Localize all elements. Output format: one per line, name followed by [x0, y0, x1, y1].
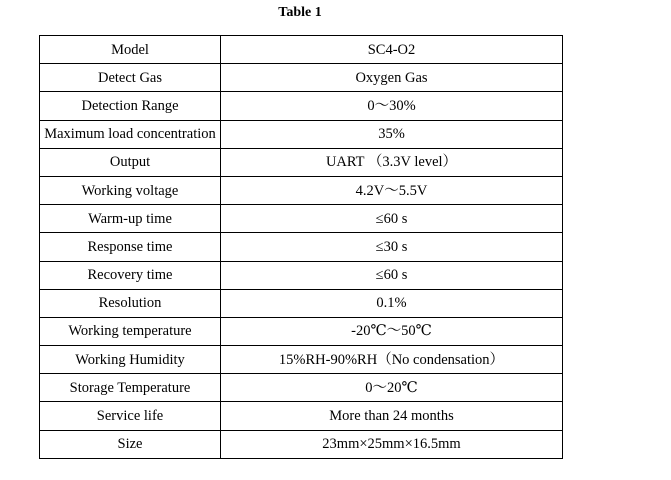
row-value-working-humidity: 15%RH-90%RH（No condensation） — [221, 346, 563, 374]
row-value-model: SC4-O2 — [221, 36, 563, 64]
row-label-storage-temperature: Storage Temperature — [40, 374, 221, 402]
table-row — [40, 205, 563, 233]
row-label-working-temperature: Working temperature — [40, 317, 221, 345]
row-value-detect-gas: Oxygen Gas — [221, 64, 563, 92]
row-label-output: Output — [40, 148, 221, 176]
row-value-recovery-time: ≤60 s — [221, 261, 563, 289]
table-row — [40, 92, 563, 120]
table-row — [40, 233, 563, 261]
row-label-size: Size — [40, 430, 221, 458]
row-label-service-life: Service life — [40, 402, 221, 430]
table-caption: Table 1 — [278, 5, 322, 20]
row-value-response-time: ≤30 s — [221, 233, 563, 261]
row-value-output: UART （3.3V level） — [221, 148, 563, 176]
row-value-max-load: 35% — [221, 120, 563, 148]
row-value-size: 23mm×25mm×16.5mm — [221, 430, 563, 458]
row-value-resolution: 0.1% — [221, 289, 563, 317]
row-label-detect-gas: Detect Gas — [40, 64, 221, 92]
table-row — [40, 317, 563, 345]
row-label-warm-up-time: Warm-up time — [40, 205, 221, 233]
table-row — [40, 402, 563, 430]
table-row — [40, 64, 563, 92]
table-row — [40, 36, 563, 64]
row-value-detection-range: 0～30% — [221, 92, 563, 120]
specification-table — [39, 35, 563, 459]
table-row — [40, 374, 563, 402]
row-value-warm-up-time: ≤60 s — [221, 205, 563, 233]
table-row — [40, 176, 563, 204]
table-row — [40, 261, 563, 289]
table-row — [40, 120, 563, 148]
row-label-max-load: Maximum load concentration — [40, 120, 221, 148]
row-label-working-humidity: Working Humidity — [40, 346, 221, 374]
row-value-working-temperature: -20℃～50℃ — [221, 317, 563, 345]
row-label-detection-range: Detection Range — [40, 92, 221, 120]
row-label-model: Model — [40, 36, 221, 64]
table-row — [40, 289, 563, 317]
table-row — [40, 430, 563, 458]
row-label-response-time: Response time — [40, 233, 221, 261]
table-row — [40, 346, 563, 374]
row-value-working-voltage: 4.2V～5.5V — [221, 176, 563, 204]
table-row — [40, 148, 563, 176]
row-value-service-life: More than 24 months — [221, 402, 563, 430]
row-value-storage-temperature: 0～20℃ — [221, 374, 563, 402]
row-label-resolution: Resolution — [40, 289, 221, 317]
row-label-recovery-time: Recovery time — [40, 261, 221, 289]
row-label-working-voltage: Working voltage — [40, 176, 221, 204]
